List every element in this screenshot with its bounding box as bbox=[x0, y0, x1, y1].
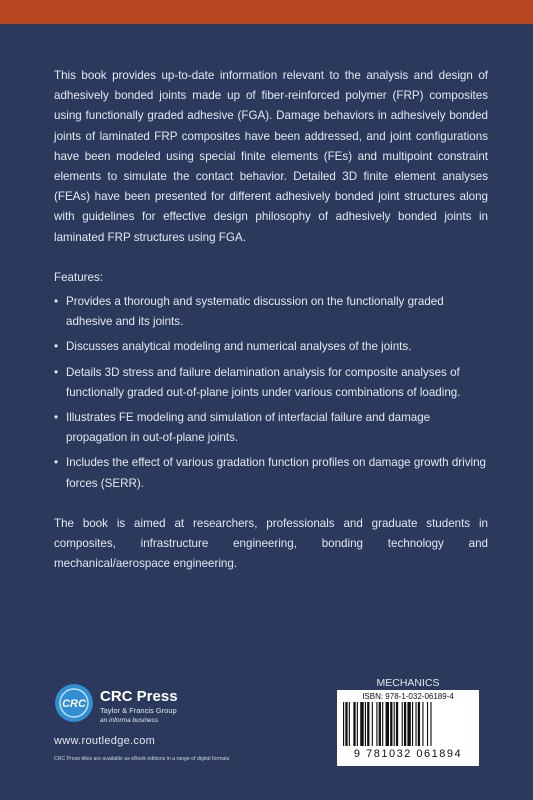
list-item bbox=[54, 453, 488, 493]
bullet-icon: • bbox=[54, 340, 59, 354]
barcode-icon bbox=[343, 702, 473, 746]
ebook-notice: CRC Press titles are available as eBook editions in a range of digital formats bbox=[54, 756, 230, 762]
features-list bbox=[54, 292, 488, 494]
publisher-name: CRC Press bbox=[100, 688, 178, 705]
feature-text: Includes the effect of various gradation function profiles on damage growth driving forces (SERR). bbox=[66, 456, 486, 490]
list-item bbox=[54, 363, 488, 403]
audience-paragraph: The book is aimed at researchers, professionals and graduate students in composites, infrastructure engineering, bonding technology and mechanical/aerospace engineering. bbox=[54, 516, 488, 571]
features-heading: Features: bbox=[54, 270, 103, 284]
bullet-icon: • bbox=[54, 365, 59, 379]
feature-text: Illustrates FE modeling and simulation of interfacial failure and damage propagation in out-of-plane joints. bbox=[66, 411, 431, 445]
list-item bbox=[54, 292, 488, 332]
publisher-group: Taylor & Francis Group bbox=[100, 706, 177, 715]
publisher-block bbox=[100, 688, 260, 725]
feature-text: Details 3D stress and failure delamination analysis for composite analyses of functionally graded out-of-plane joints under various combinations of loading. bbox=[66, 365, 461, 399]
feature-text: Provides a thorough and systematic discussion on the functionally graded adhesive and its joints. bbox=[66, 295, 444, 329]
top-color-band bbox=[0, 0, 533, 24]
feature-text: Discusses analytical modeling and numerical analyses of the joints. bbox=[66, 340, 412, 354]
crc-logo-icon bbox=[54, 683, 94, 723]
barcode-digits: 9 781032 061894 bbox=[353, 748, 463, 760]
website-link[interactable]: www.routledge.com bbox=[54, 735, 156, 747]
list-item bbox=[54, 408, 488, 448]
logo-text: CRC bbox=[62, 698, 86, 710]
publisher-tagline: an informa business bbox=[100, 717, 159, 724]
barcode-panel bbox=[337, 690, 479, 766]
blurb bbox=[54, 66, 488, 574]
bullet-icon: • bbox=[54, 411, 59, 425]
intro-paragraph: This book provides up-to-date information relevant to the analysis and design of adhesively bonded joints made up of fiber-reinforced polymer (FRP) composites using functionally graded adhesive (FGA). Damage behaviors in adhesively bonded joints of laminated FRP composites have been addressed, and joint configurations have been modeled using special finite elements (FEs) and multipoint constraint elements to simulate the contact behavior. Detailed 3D finite element analyses (FEAs) have been presented for different adhesively bonded joint structures along with guidelines for effective design philosophy of adhesively bonded joints in laminated FRP structures using FGA. bbox=[54, 69, 488, 244]
list-item bbox=[54, 337, 488, 357]
bullet-icon: • bbox=[54, 295, 59, 309]
subject-label: MECHANICS bbox=[376, 677, 440, 689]
bullet-icon: • bbox=[54, 456, 59, 470]
isbn-text: ISBN: 978-1-032-06189-4 bbox=[362, 692, 454, 701]
